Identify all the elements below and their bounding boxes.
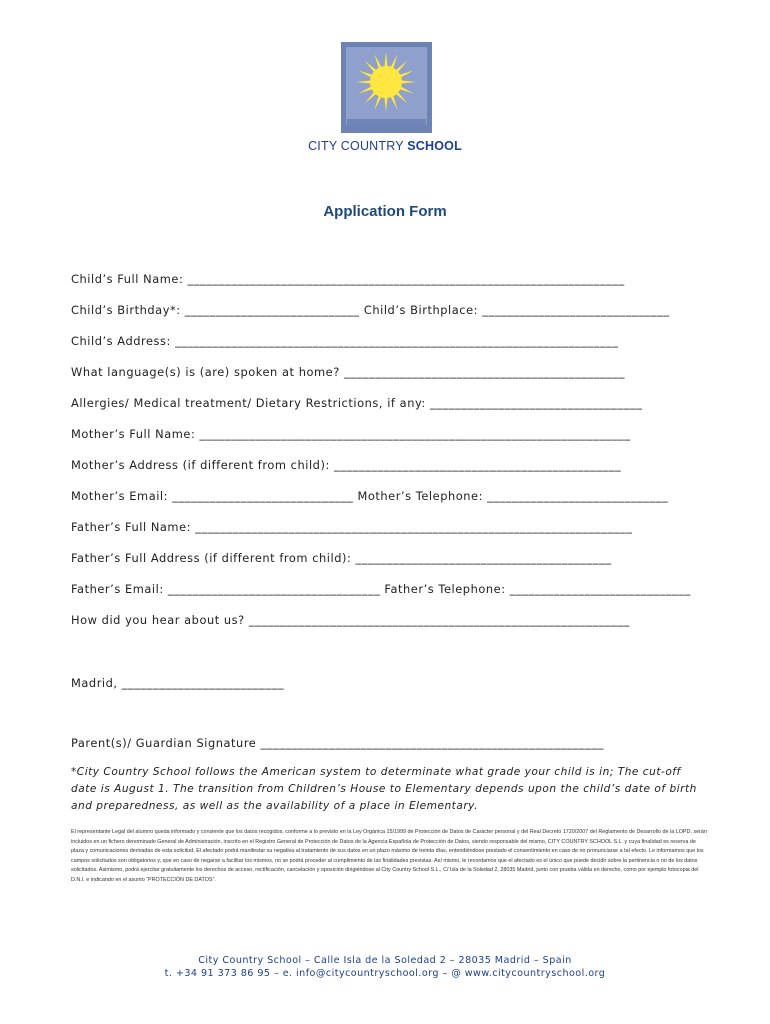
school-name-bold: SCHOOL <box>407 139 462 153</box>
grade-placement-note: *City Country School follows the American system to determinate what grade your child is in; The cut-off date is August 1. The transition from Children’s House to Elementary depends upon the child’s date of birth and preparedness, as well as the availability of a place in Elementary. <box>71 766 697 812</box>
footer-contact: t. +34 91 373 86 95 – e. info@citycountryschool.org – @ www.citycountryschool.org <box>164 968 606 979</box>
field-father-email-telephone[interactable]: Father’s Email: __________________________________ Father’s Telephone: _____________________________ <box>71 582 691 596</box>
field-father-address[interactable]: Father’s Full Address (if different from child): _________________________________________ <box>71 551 612 565</box>
field-referral-source[interactable]: How did you hear about us? _____________________________________________________________ <box>71 613 630 627</box>
school-name <box>0 139 770 153</box>
footer-address: City Country School – Calle Isla de la Soledad 2 – 28035 Madrid – Spain <box>198 955 572 966</box>
field-child-address[interactable]: Child’s Address: _______________________________________________________________________ <box>71 334 619 348</box>
field-child-birthday-birthplace[interactable]: Child’s Birthday*: ____________________________ Child’s Birthplace: ______________________________ <box>71 303 670 317</box>
field-mother-full-name[interactable]: Mother’s Full Name: _____________________________________________________________________ <box>71 427 631 441</box>
school-logo <box>341 42 432 133</box>
field-madrid-date[interactable]: Madrid, __________________________ <box>71 676 285 690</box>
field-father-full-name[interactable]: Father’s Full Name: ______________________________________________________________________ <box>71 520 633 534</box>
data-protection-notice: El representante Legal del alumno queda informado y consiente que los datos recogidos, conforme a lo previsto en la Ley Orgánica 15/1999 de Protección de Datos de Carácter personal y del Real Decreto 1720/2007 del Reglamento de Desarrollo de la LOPD, serán incluidos en un fichero denominado General de Administración, inscrito en el Registro General de Protección de Datos de la Agencia Española de Protección de Datos, siendo responsable del mismo, CITY COUNTRY SCHOOL S.L. y cuya finalidad es reserva de plaza y comunicaciones derivadas de esta solicitud. El afectado podrá manifestar su negativa al tratamiento de sus datos en un plazo máximo de treinta días, entendiéndose prestado el consentimiento en caso de no pronunciarse a tal efecto. Le informamos que los campos solicitados son obligatorios y, que en caso de negarse a facilitar los mismos, no se podrá proceder al cumplimiento de las finalidades previstas. Así mismo, le recordamos que el afectado es el único que puede decidir sobre la pertinencia o no de los datos solicitados. Asimismo, podrá ejercitar gratuitamente los derechos de acceso, rectificación, cancelación y oposición dirigiéndose al City Country School S.L., C/ Isla de la Soledad 2, 28035 Madrid, junto con prueba válida en derecho, como por ejemplo fotocopia del D.N.I. e indicando en el asunto “PROTECCIÓN DE DATOS”. <box>71 829 707 883</box>
form-title: Application Form <box>323 203 447 220</box>
field-allergies[interactable]: Allergies/ Medical treatment/ Dietary Restrictions, if any: __________________________________ <box>71 396 643 410</box>
field-child-full-name[interactable]: Child’s Full Name: ______________________________________________________________________ <box>71 272 625 286</box>
field-guardian-signature[interactable]: Parent(s)/ Guardian Signature _______________________________________________________ <box>71 736 605 750</box>
school-name-light: CITY COUNTRY <box>308 139 408 153</box>
field-home-language[interactable]: What language(s) is (are) spoken at home? _____________________________________________ <box>71 365 626 379</box>
field-mother-email-telephone[interactable]: Mother’s Email: _____________________________ Mother’s Telephone: _____________________________ <box>71 489 669 503</box>
sun-logo-icon <box>341 42 432 133</box>
field-mother-address[interactable]: Mother’s Address (if different from child): ______________________________________________ <box>71 458 622 472</box>
